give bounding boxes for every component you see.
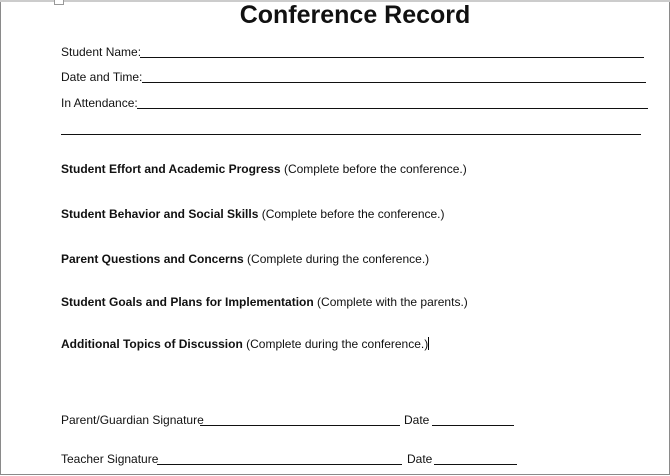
section-note: (Complete during the conference.) [242, 337, 429, 351]
section-note: (Complete before the conference.) [280, 162, 467, 176]
attendance-label: In Attendance: [61, 96, 138, 110]
text-cursor [428, 337, 429, 350]
date-time-label: Date and Time: [61, 70, 143, 84]
section-note: (Complete with the parents.) [313, 295, 468, 309]
parent-signature-label: Parent/Guardian Signature [61, 413, 204, 427]
parent-date-label: Date [404, 413, 430, 427]
teacher-date-label: Date [407, 452, 433, 466]
parent-signature-line[interactable] [200, 425, 400, 426]
section-heading: Student Effort and Academic Progress [61, 162, 281, 176]
section-heading: Student Goals and Plans for Implementation [61, 295, 314, 309]
student-name-line[interactable] [140, 57, 644, 58]
student-name-label: Student Name: [61, 45, 142, 59]
teacher-signature-line[interactable] [157, 464, 402, 465]
section-heading: Parent Questions and Concerns [61, 252, 244, 266]
date-time-line[interactable] [142, 82, 646, 83]
section-behavior [61, 207, 445, 221]
attendance-line[interactable] [137, 108, 648, 109]
page-title: Conference Record [239, 1, 471, 29]
section-additional-topics [61, 337, 429, 351]
attendance-line-2[interactable] [61, 134, 641, 135]
teacher-signature-label: Teacher Signature [61, 452, 159, 466]
teacher-date-line[interactable] [434, 464, 517, 465]
section-goals [61, 295, 468, 309]
section-note: (Complete during the conference.) [243, 252, 430, 266]
section-heading: Additional Topics of Discussion [61, 337, 243, 351]
section-note: (Complete before the conference.) [258, 207, 445, 221]
section-heading: Student Behavior and Social Skills [61, 207, 259, 221]
section-parent-questions [61, 252, 429, 266]
parent-date-line[interactable] [432, 425, 514, 426]
section-effort [61, 162, 467, 176]
